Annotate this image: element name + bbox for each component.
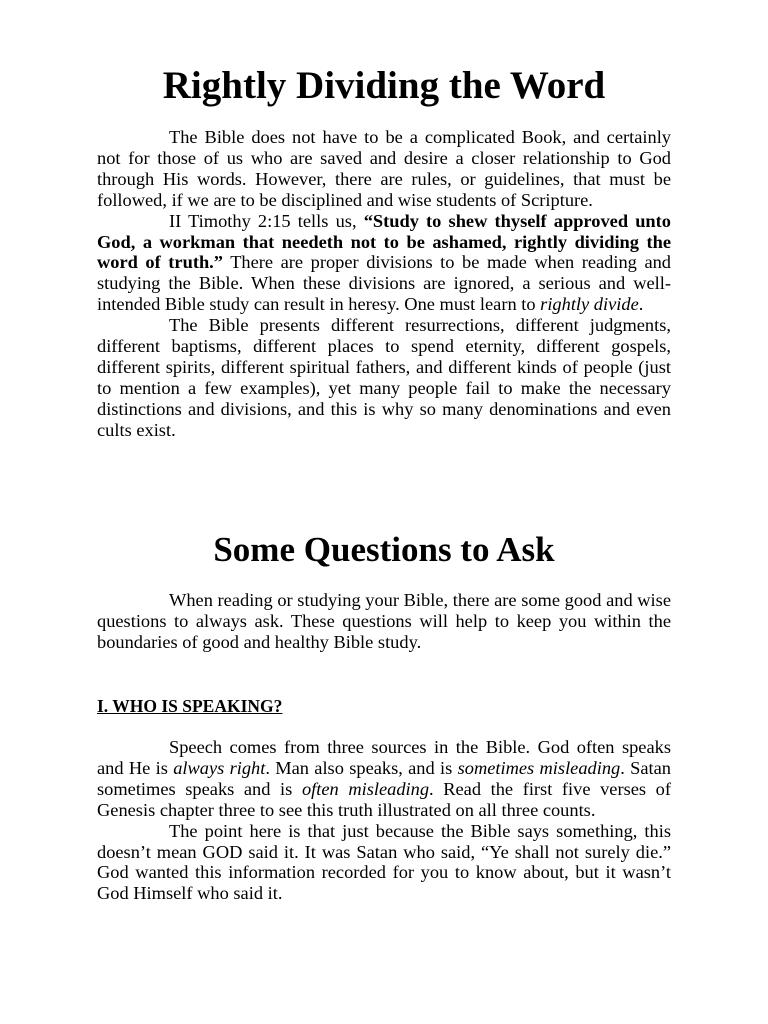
section-one-p1-c: . Man also speaks, and is	[265, 757, 458, 778]
section-heading-who-is-speaking: I. WHO IS SPEAKING?	[97, 696, 283, 716]
section-one-p1-g: . Read the first five verses of Genesis chapter three to see this truth illustrated on all three counts.	[97, 778, 671, 820]
emphasis-sometimes-misleading: sometimes misleading	[457, 757, 621, 778]
emphasis-always-right: always right	[173, 757, 266, 778]
intro-paragraph-2-middle: There are proper divisions to be made when reading and studying the Bible. When these divisions are ignored, a serious and well-intended Bible study can result in heresy. One must learn to	[97, 252, 671, 315]
intro-section	[97, 127, 671, 441]
questions-heading: Some Questions to Ask	[213, 530, 555, 569]
emphasis-often-misleading: often misleading	[301, 778, 430, 799]
intro-paragraph-2-start: II Timothy 2:15 tells us,	[169, 210, 364, 231]
page-title: Rightly Dividing the Word	[162, 64, 606, 107]
section-one-p1-a: Speech comes from three sources in the Bible. God often speaks and He is	[97, 737, 671, 778]
section-one-paragraph-1	[97, 737, 671, 821]
scripture-quote: “Study to shew thyself approved unto God, a workman that needeth not to be ashamed, rightly dividing the word of truth.”	[97, 210, 671, 273]
section-one-body	[97, 737, 671, 904]
section-one-paragraph-2: The point here is that just because the Bible says something, this doesn’t mean GOD said it. It was Satan who said, “Ye shall not surely die.” God wanted this information recorded for you to know about, but it wasn’t God Himself who said it.	[97, 820, 671, 904]
questions-intro-paragraph: When reading or studying your Bible, there are some good and wise questions to always ask. These questions will help to keep you within the boundaries of good and healthy Bible study.	[97, 590, 671, 652]
questions-intro-section	[97, 590, 671, 653]
emphasis-rightly-divide: rightly divide	[540, 294, 639, 315]
intro-paragraph-3: The Bible presents different resurrections, different judgments, different baptisms, different places to spend eternity, different gospels, different spirits, different spiritual fathers, and different kinds of people (just to mention a few examples), yet many people fail to make the necessary distinctions and divisions, and this is why so many denominations and even cults exist.	[97, 315, 671, 440]
intro-paragraph-1: The Bible does not have to be a complicated Book, and certainly not for those of us who are saved and desire a closer relationship to God through His words. However, there are rules, or guidelines, that must be followed, if we are to be disciplined and wise students of Scripture.	[97, 127, 671, 210]
section-one-p1-e: . Satan sometimes speaks and is	[97, 757, 671, 799]
intro-paragraph-2	[97, 211, 671, 316]
intro-paragraph-2-end: .	[638, 294, 644, 315]
